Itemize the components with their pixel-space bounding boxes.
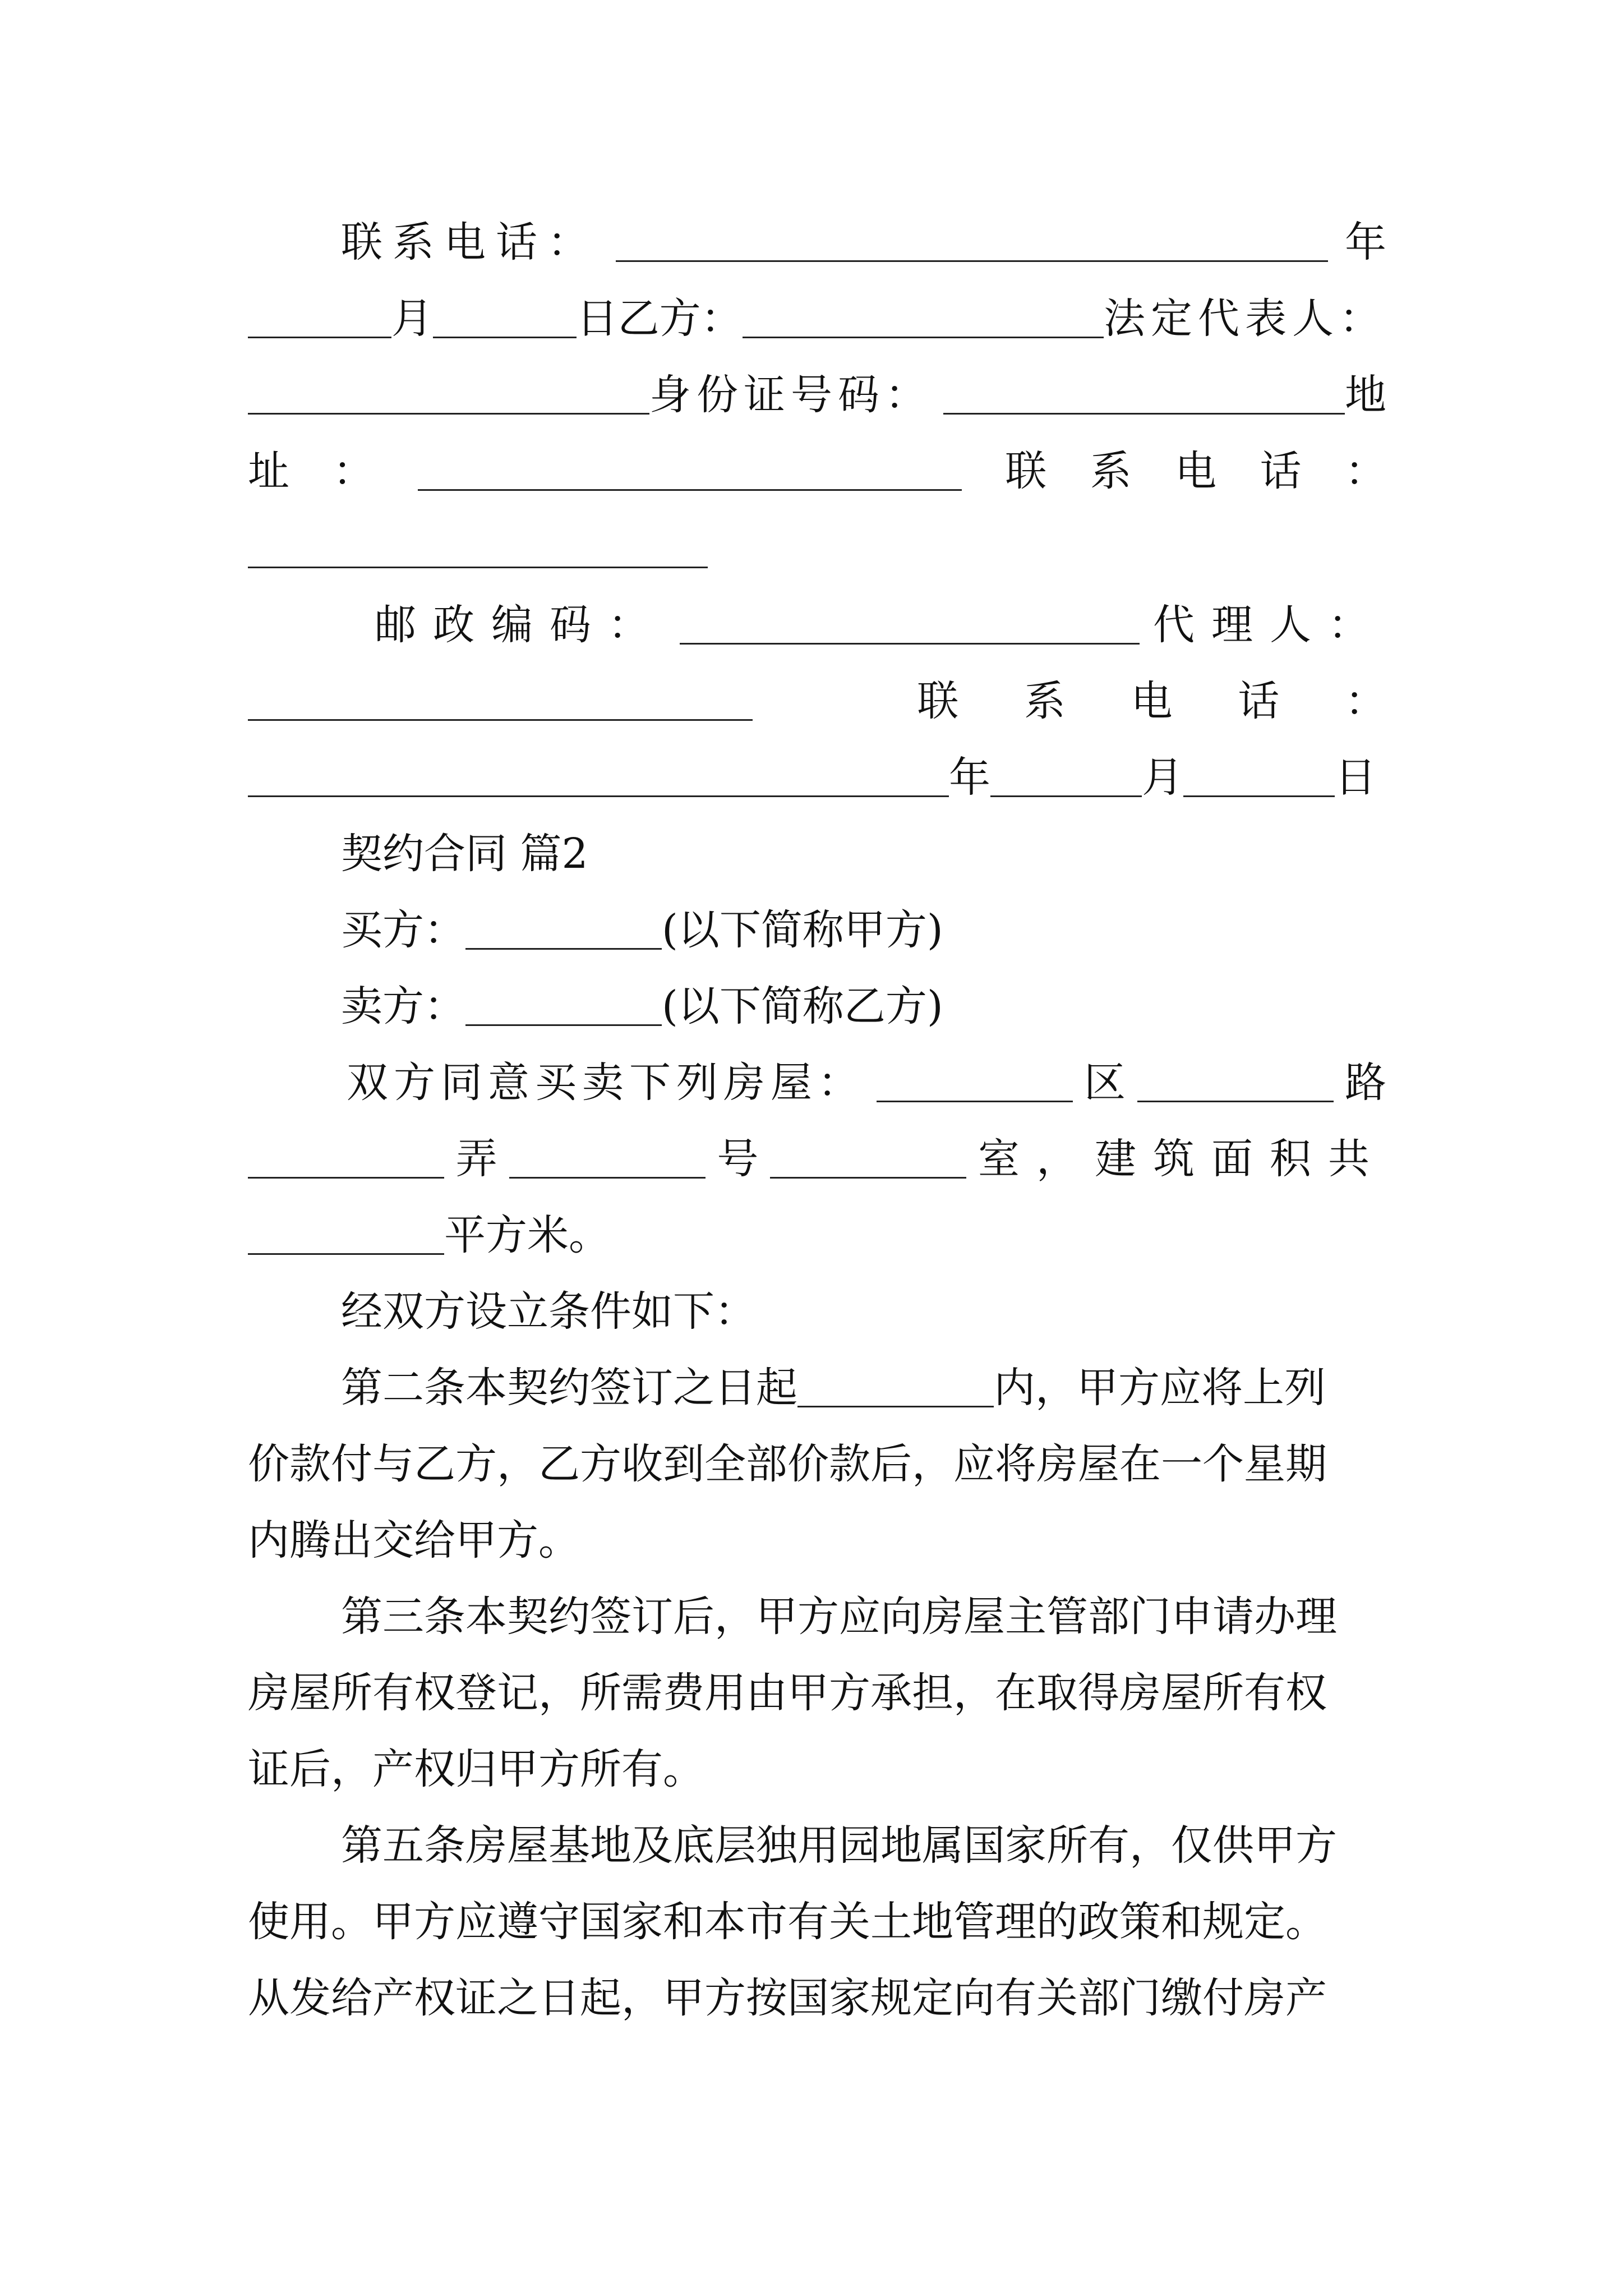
agent-label: 代理人：	[1153, 601, 1386, 649]
postal-agent-row	[375, 591, 1386, 659]
area-row	[248, 1202, 1386, 1269]
art2-line-1	[341, 1354, 1386, 1421]
art2-start-text: 第二条本契约签订之日起	[341, 1364, 797, 1412]
road-blank[interactable]	[1137, 1064, 1334, 1102]
phone-char-2: 系	[1090, 447, 1132, 495]
day-partyb-label: 日乙方：	[576, 295, 743, 343]
art2-line-3-text: 内腾出交给甲方。	[248, 1516, 580, 1565]
phone-char-4: 话	[1260, 447, 1302, 495]
phone-char-3: 电	[1175, 447, 1217, 495]
art5-line-3-text: 从发给产权证之日起，甲方按国家规定向有关部门缴付房产	[248, 1974, 1327, 2022]
legal-rep-blank[interactable]	[248, 376, 649, 415]
year-label: 年	[1345, 218, 1386, 266]
room-blank[interactable]	[770, 1140, 966, 1179]
lane-label: 弄	[455, 1135, 497, 1183]
art2-line-2-text: 价款付与乙方，乙方收到全部价款后，应将房屋在一个星期	[248, 1440, 1327, 1488]
sign-month-blank[interactable]	[990, 758, 1142, 797]
day-blank[interactable]	[433, 300, 577, 338]
agent-phone-char-2: 系	[1023, 677, 1066, 725]
agent-phone-colon: ：	[1344, 677, 1386, 725]
agent-phone-row	[248, 668, 1386, 735]
phone-blank[interactable]	[616, 223, 1328, 262]
phone-label: 联系电话：	[341, 218, 599, 266]
art5-line-3	[248, 1964, 1386, 2032]
id-number-label: 身份证号码：	[649, 371, 932, 419]
agent-phone-char-4: 话	[1238, 677, 1280, 725]
seller-blank[interactable]	[465, 987, 662, 1026]
month-label: 月	[391, 295, 433, 343]
district-blank[interactable]	[877, 1064, 1073, 1102]
postal-code-label: 邮政编码：	[375, 601, 666, 649]
agent-phone-blank[interactable]	[248, 758, 949, 797]
number-label: 号	[717, 1135, 759, 1183]
house-intro-row	[347, 1049, 1386, 1116]
road-label: 路	[1345, 1059, 1386, 1107]
art3-line-1-text: 第三条本契约签订后，甲方应向房屋主管部门申请办理	[341, 1593, 1337, 1641]
address-row	[248, 438, 1386, 505]
partyb-blank[interactable]	[743, 300, 1104, 338]
agent-phone-char-1: 联	[917, 677, 959, 725]
phone-blank-row	[248, 515, 1386, 582]
address-blank[interactable]	[418, 452, 962, 491]
month-blank[interactable]	[248, 300, 391, 338]
buyer-label: 买方：	[341, 906, 465, 954]
seller-note: (以下简称乙方)	[662, 982, 943, 1030]
seller-row	[341, 973, 1386, 1040]
conditions-text: 经双方设立条件如下：	[341, 1287, 756, 1336]
art2-line-2	[248, 1430, 1386, 1498]
house-intro-text: 双方同意买卖下列房屋：	[347, 1059, 865, 1107]
legal-rep-label: 法定代表人：	[1104, 295, 1387, 343]
heading-text: 契约合同 篇2	[341, 830, 588, 878]
partyb-phone-blank[interactable]	[248, 530, 708, 568]
art2-line-3	[248, 1507, 1386, 1574]
room-area-label: 室，建筑面积共	[978, 1135, 1386, 1183]
art3-line-1	[341, 1583, 1386, 1650]
art2-period-blank[interactable]	[797, 1369, 994, 1407]
house-detail-row	[248, 1125, 1386, 1193]
date-partyb-row	[248, 285, 1386, 352]
sign-day-label: 日	[1335, 753, 1376, 802]
conditions-row	[341, 1278, 1386, 1345]
buyer-note: (以下简称甲方)	[662, 906, 943, 954]
phone-char-1: 联	[1005, 447, 1047, 495]
seller-label: 卖方：	[341, 982, 465, 1030]
art5-line-2	[248, 1888, 1420, 1955]
id-number-blank[interactable]	[943, 376, 1345, 415]
district-label: 区	[1084, 1059, 1126, 1107]
sign-day-blank[interactable]	[1183, 758, 1335, 797]
lane-blank[interactable]	[248, 1140, 444, 1179]
phone-colon: ：	[1344, 447, 1386, 495]
sign-date-row	[248, 744, 1386, 811]
art2-line-1-text: 内，甲方应将上列	[994, 1364, 1326, 1412]
art5-line-1-text: 第五条房屋基地及底层独用园地属国家所有，仅供甲方	[341, 1821, 1337, 1870]
sign-month-label: 月	[1142, 753, 1183, 802]
art5-line-2-text: 使用。甲方应遵守国家和本市有关土地管理的政策和规定。	[248, 1898, 1327, 1946]
art3-line-2	[248, 1659, 1386, 1727]
number-blank[interactable]	[509, 1140, 706, 1179]
sqm-label: 平方米。	[444, 1211, 610, 1259]
agent-blank[interactable]	[248, 682, 753, 721]
buyer-blank[interactable]	[465, 911, 662, 950]
buyer-row	[341, 896, 1386, 964]
address-zhi-label: 址	[248, 447, 289, 495]
area-blank[interactable]	[248, 1216, 444, 1255]
contract-heading	[341, 820, 1386, 887]
art3-line-2-text: 房屋所有权登记，所需费用由甲方承担，在取得房屋所有权	[248, 1669, 1327, 1717]
id-number-row	[248, 361, 1386, 429]
contact-phone-row	[341, 209, 1386, 276]
art3-line-3-text: 证后，产权归甲方所有。	[248, 1745, 704, 1793]
art3-line-3	[248, 1736, 1386, 1803]
sign-year-label: 年	[949, 753, 990, 802]
postal-code-blank[interactable]	[680, 606, 1140, 645]
agent-phone-char-3: 电	[1131, 677, 1173, 725]
address-di-label: 地	[1345, 371, 1386, 419]
address-colon: ：	[333, 447, 375, 495]
art5-line-1	[341, 1812, 1386, 1879]
